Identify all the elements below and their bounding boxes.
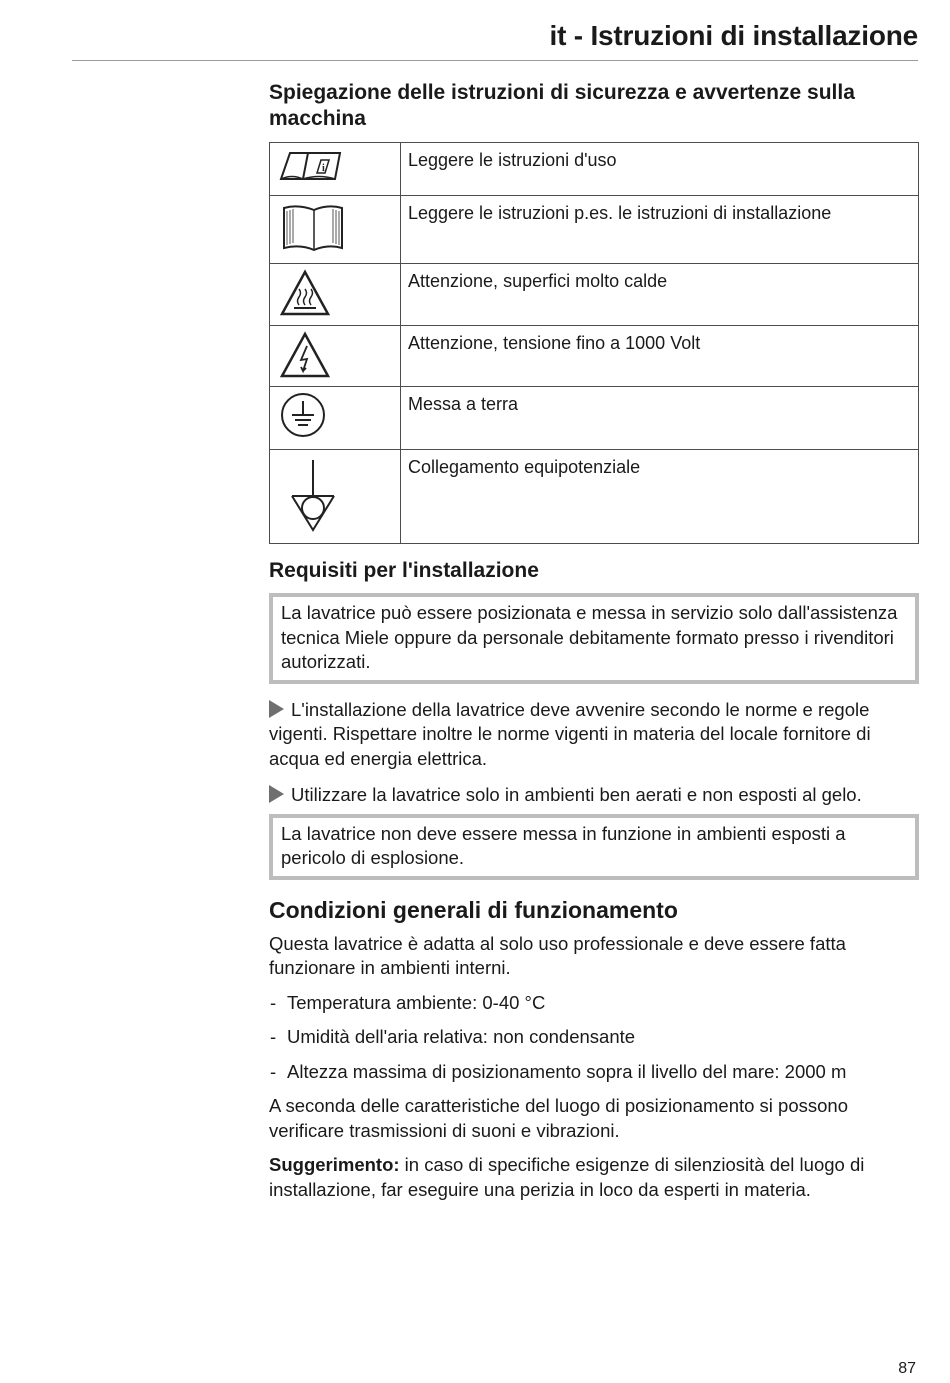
symbols-heading: Spiegazione delle istruzioni di sicurezza e avvertenze sulla macchina — [269, 81, 855, 130]
instruction-step — [269, 783, 919, 808]
table-row — [270, 450, 919, 544]
symbol-description: Messa a terra — [401, 387, 919, 450]
equipotential-icon — [270, 450, 401, 544]
tip-label: Suggerimento: — [269, 1154, 400, 1175]
symbols-table — [269, 142, 919, 544]
notice-box: La lavatrice può essere posizionata e messa in servizio solo dall'assistenza tecnica Miele oppure da personale debitamente formato presso i rivenditori autorizzati. — [269, 593, 919, 684]
instruction-step — [269, 698, 919, 772]
conditions-intro: Questa lavatrice è adatta al solo uso professionale e deve essere fatta funzionare in ambienti interni. — [269, 932, 846, 978]
table-row — [270, 143, 919, 196]
book-info-icon — [270, 143, 401, 196]
high-voltage-warning-icon — [270, 326, 401, 387]
earth-ground-icon — [270, 387, 401, 450]
page-number: 87 — [898, 1360, 916, 1377]
instruction-text: Utilizzare la lavatrice solo in ambienti ben aerati e non esposti al gelo. — [291, 784, 862, 805]
list-item: - Temperatura ambiente: 0-40 °C — [269, 991, 919, 1016]
tip-text: in caso di specifiche esigenze di silenziosità del luogo di installazione, far eseguire una perizia in loco da esperti in materia. — [269, 1154, 865, 1200]
arrow-right-icon — [269, 785, 284, 803]
symbol-description: Collegamento equipotenziale — [401, 450, 919, 544]
list-item: - Umidità dell'aria relativa: non condensante — [269, 1025, 919, 1050]
page-content — [269, 80, 919, 1202]
header-divider — [72, 60, 918, 61]
conditions-paragraph: A seconda delle caratteristiche del luogo di posizionamento si possono verificare trasmissioni di suoni e vibrazioni. — [269, 1095, 849, 1141]
open-book-icon — [270, 196, 401, 264]
table-row — [270, 196, 919, 264]
notice-box: La lavatrice non deve essere messa in funzione in ambienti esposti a pericolo di esplosione. — [269, 814, 919, 880]
table-row — [270, 387, 919, 450]
hot-surface-warning-icon — [270, 264, 401, 326]
requirements-heading: Requisiti per l'installazione — [269, 559, 539, 582]
instruction-text: L'installazione della lavatrice deve avvenire secondo le norme e regole vigenti. Rispettare inoltre le norme vigenti in materia del locale fornitore di acqua ed energia elettrica. — [269, 698, 871, 769]
arrow-right-icon — [269, 700, 284, 718]
conditions-heading: Condizioni generali di funzionamento — [269, 896, 678, 923]
svg-text:i: i — [322, 163, 325, 174]
symbol-description: Leggere le istruzioni d'uso — [401, 143, 919, 196]
tip-paragraph — [269, 1153, 919, 1202]
symbol-description: Leggere le istruzioni p.es. le istruzioni di installazione — [401, 196, 919, 264]
table-row — [270, 264, 919, 326]
list-item: - Altezza massima di posizionamento sopra il livello del mare: 2000 m — [269, 1060, 919, 1085]
symbol-description: Attenzione, superfici molto calde — [401, 264, 919, 326]
table-row — [270, 326, 919, 387]
conditions-list — [269, 991, 919, 1085]
page-header-title: it - Istruzioni di installazione — [549, 20, 918, 51]
symbol-description: Attenzione, tensione fino a 1000 Volt — [401, 326, 919, 387]
